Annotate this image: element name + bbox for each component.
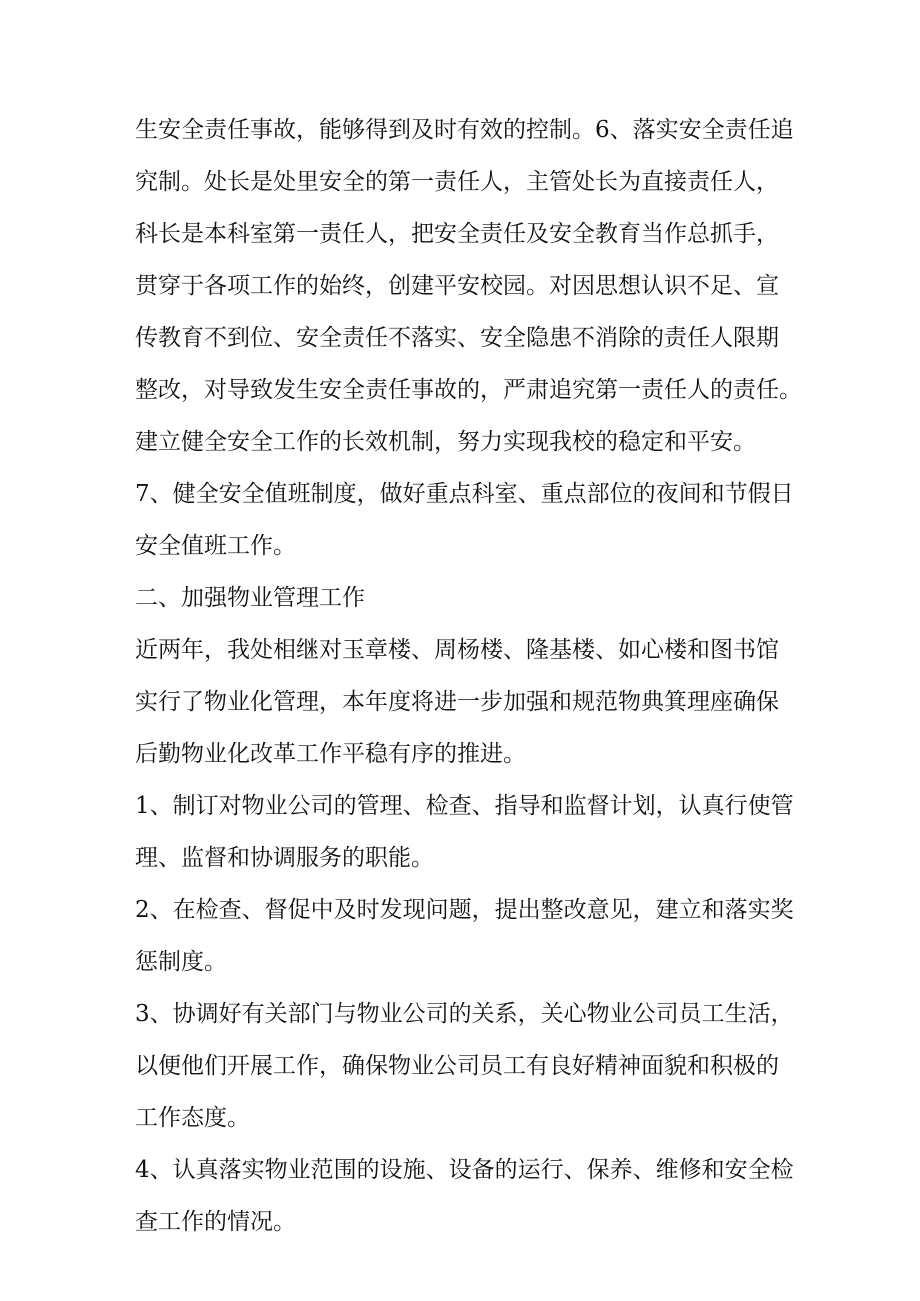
text-line: 7、健全安全值班制度，做好重点科室、重点部位的夜间和节假日 xyxy=(135,481,794,507)
text-line: 以便他们开展工作，确保物业公司员工有良好精神面貌和积极的 xyxy=(135,1053,779,1079)
text-line: 安全值班工作。 xyxy=(135,533,296,559)
text-line: 理、监督和协调服务的职能。 xyxy=(135,845,434,871)
text-line: 惩制度。 xyxy=(135,949,227,975)
text-line: 2、在检查、督促中及时发现问题，提出整改意见，建立和落实奖 xyxy=(135,897,794,923)
document-body xyxy=(135,104,815,1248)
text-line: 科长是本科室第一责任人，把安全责任及安全教育当作总抓手， xyxy=(135,221,779,247)
text-line: 工作态度。 xyxy=(135,1105,250,1131)
text-line: 后勤物业化改革工作平稳有序的推进。 xyxy=(135,741,526,767)
text-line: 近两年，我处相继对玉章楼、周杨楼、隆基楼、如心楼和图书馆 xyxy=(135,637,779,663)
text-line: 建立健全安全工作的长效机制，努力实现我校的稳定和平安。 xyxy=(135,429,756,455)
text-line: 4、认真落实物业范围的设施、设备的运行、保养、维修和安全检 xyxy=(135,1157,794,1183)
text-line: 传教育不到位、安全责任不落实、安全隐患不消除的责任人限期 xyxy=(135,325,779,351)
text-line: 究制。处长是处里安全的第一责任人，主管处长为直接责任人， xyxy=(135,169,779,195)
section-heading: 二、加强物业管理工作 xyxy=(135,585,365,611)
text-line: 生安全责任事故，能够得到及时有效的控制。6、落实安全责任追 xyxy=(135,117,794,143)
text-line: 实行了物业化管理，本年度将进一步加强和规范物典箕理座确保 xyxy=(135,689,779,715)
text-line: 3、协调好有关部门与物业公司的关系，关心物业公司员工生活， xyxy=(135,1001,794,1027)
text-line: 贯穿于各项工作的始终，创建平安校园。对因思想认识不足、宣 xyxy=(135,273,779,299)
text-line: 整改，对导致发生安全责任事故的，严肃追究第一责任人的责任。 xyxy=(135,377,802,403)
text-line: 1、制订对物业公司的管理、检查、指导和监督计划，认真行使管 xyxy=(135,793,794,819)
text-line: 查工作的情况。 xyxy=(135,1209,296,1235)
